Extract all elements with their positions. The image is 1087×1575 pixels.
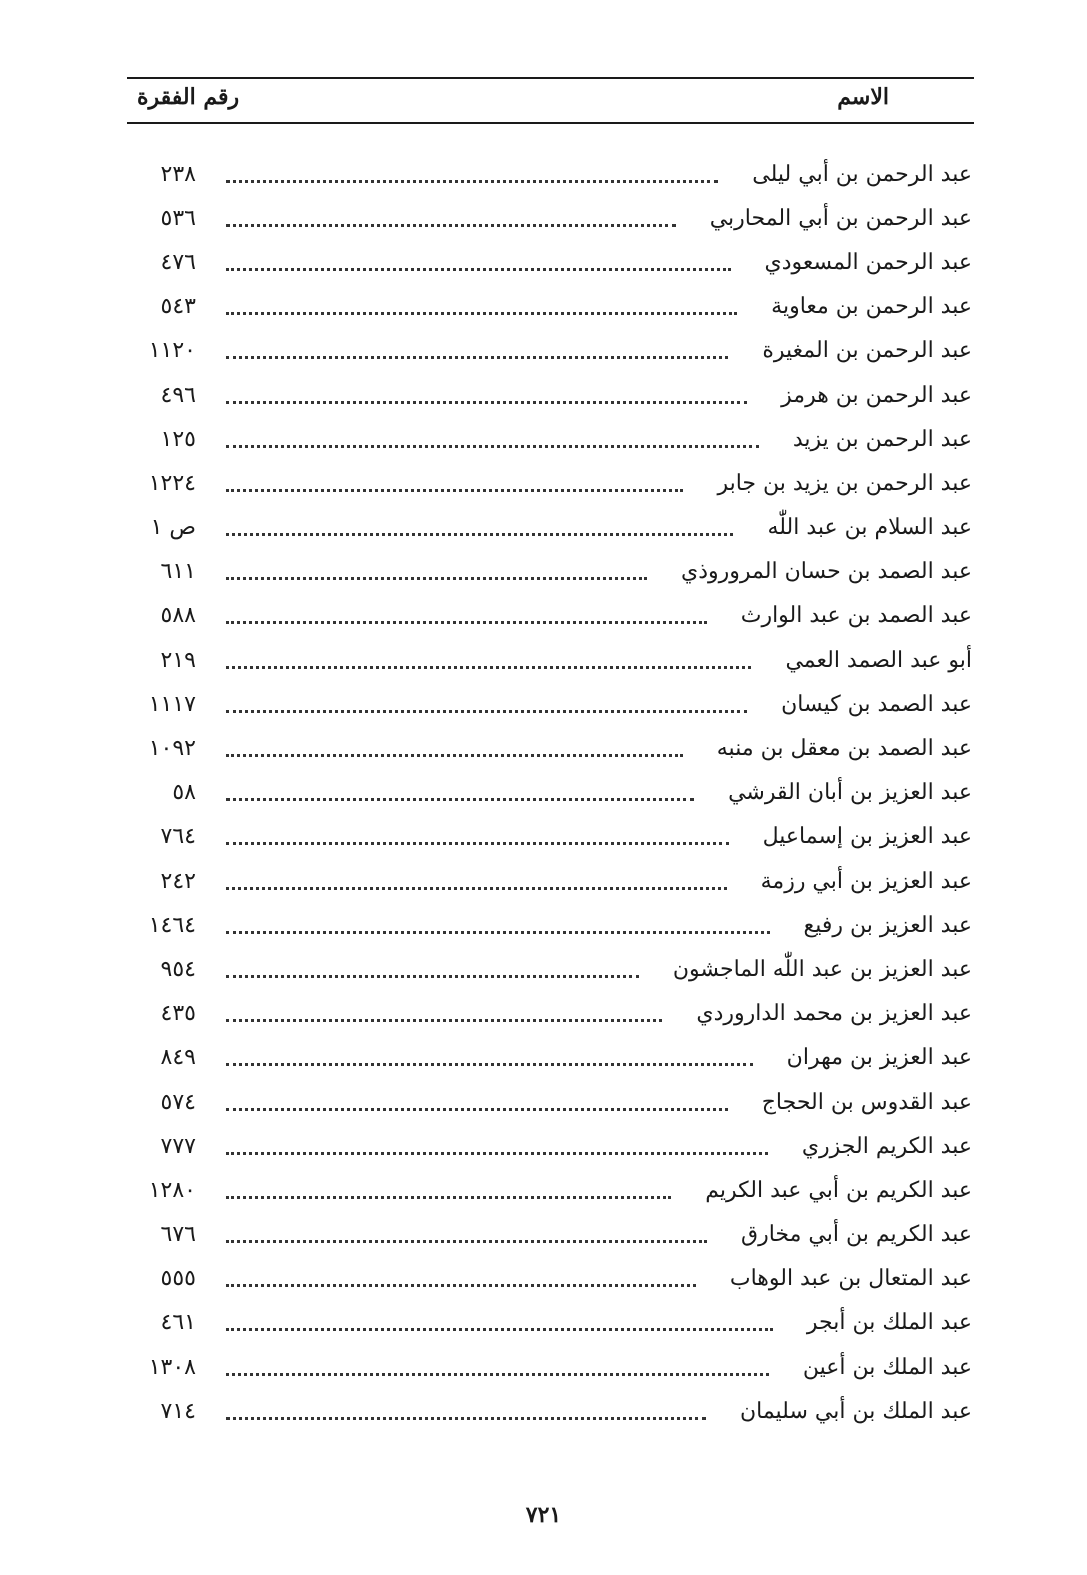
header-top-rule	[127, 77, 974, 79]
dot-leader	[226, 1373, 769, 1376]
index-entry	[120, 1124, 972, 1168]
dot-leader	[226, 401, 747, 404]
entry-paragraph-number: ٤٩٦	[160, 382, 196, 408]
dot-leader	[226, 975, 639, 978]
entry-paragraph-number: ٥٧٤	[160, 1089, 196, 1115]
entry-name: عبد الرحمن بن المغيرة	[762, 338, 972, 364]
index-entry	[120, 1301, 972, 1345]
dot-leader	[226, 931, 770, 934]
index-entry	[120, 682, 972, 726]
entry-paragraph-number: ٥٨	[172, 780, 196, 806]
index-entry	[120, 550, 972, 594]
index-entry	[120, 240, 972, 284]
entry-name: عبد العزيز بن مهران	[786, 1045, 972, 1071]
index-entry	[120, 1345, 972, 1389]
entry-name: عبد الرحمن بن معاوية	[771, 294, 972, 320]
entry-name: عبد الرحمن بن أبي المحاربي	[709, 205, 972, 231]
entry-name: عبد المتعال بن عبد الوهاب	[729, 1266, 972, 1292]
dot-leader	[226, 1328, 773, 1331]
entry-name: عبد الملك بن أبي سليمان	[739, 1398, 972, 1424]
entry-name: عبد الرحمن بن يزيد بن جابر	[717, 470, 972, 496]
entry-paragraph-number: ٥٣٦	[160, 205, 196, 231]
dot-leader	[226, 754, 683, 757]
index-entry	[120, 726, 972, 770]
entry-paragraph-number: ١٢٥	[160, 426, 196, 452]
dot-leader	[226, 1196, 671, 1199]
entry-name: عبد الصمد بن كيسان	[781, 691, 972, 717]
dot-leader	[226, 1284, 696, 1287]
dot-leader	[226, 1019, 662, 1022]
index-entry	[120, 859, 972, 903]
entry-paragraph-number: ٥٤٣	[160, 294, 196, 320]
entry-paragraph-number: ٤٧٦	[160, 249, 196, 275]
entry-name: عبد الرحمن المسعودي	[764, 249, 972, 275]
index-entry	[120, 594, 972, 638]
index-entry	[120, 196, 972, 240]
index-entry	[120, 1080, 972, 1124]
dot-leader	[226, 489, 683, 492]
entry-paragraph-number: ٥٥٥	[160, 1266, 196, 1292]
dot-leader	[226, 577, 647, 580]
entry-paragraph-number: ١٤٦٤	[148, 912, 196, 938]
index-entry	[120, 373, 972, 417]
entry-paragraph-number: ١٢٨٠	[148, 1177, 196, 1203]
dot-leader	[226, 1240, 707, 1243]
index-entry	[120, 461, 972, 505]
entry-name: عبد الرحمن بن هرمز	[781, 382, 972, 408]
index-entry	[120, 506, 972, 550]
dot-leader	[226, 224, 676, 227]
header-bottom-rule	[127, 122, 974, 124]
entry-name: عبد الصمد بن حسان المروروذي	[681, 559, 972, 585]
entry-paragraph-number: ٤٣٥	[160, 1001, 196, 1027]
entry-name: عبد الصمد بن معقل بن منبه	[716, 736, 972, 762]
index-entry	[120, 903, 972, 947]
entry-paragraph-number: ٥٨٨	[160, 603, 196, 629]
entry-paragraph-number: ٧٧٧	[160, 1133, 196, 1159]
entry-paragraph-number: ٢١٩	[160, 647, 196, 673]
entry-paragraph-number: ٤٦١	[160, 1310, 196, 1336]
index-entry	[120, 1257, 972, 1301]
entry-name: عبد الرحمن بن يزيد	[792, 426, 972, 452]
dot-leader	[226, 1417, 706, 1420]
dot-leader	[226, 1063, 753, 1066]
column-header-name: الاسم	[837, 84, 889, 110]
index-entry	[120, 417, 972, 461]
entry-name: أبو عبد الصمد العمي	[785, 647, 972, 673]
index-entry	[120, 329, 972, 373]
entry-paragraph-number: ٩٥٤	[160, 956, 196, 982]
dot-leader	[226, 356, 728, 359]
dot-leader	[226, 445, 759, 448]
dot-leader	[226, 798, 694, 801]
dot-leader	[226, 666, 751, 669]
entry-name: عبد الرحمن بن أبي ليلى	[752, 161, 972, 187]
dot-leader	[226, 268, 731, 271]
entry-name: عبد السلام بن عبد اللّٰه	[767, 515, 972, 541]
entry-name: عبد العزيز بن عبد اللّٰه الماجشون	[672, 956, 972, 982]
entry-name: عبد الملك بن أبجر	[806, 1310, 972, 1336]
dot-leader	[226, 312, 737, 315]
dot-leader	[226, 621, 707, 624]
index-entry	[120, 771, 972, 815]
entry-name: عبد العزيز بن رفيع	[803, 912, 972, 938]
entry-paragraph-number: ٦٧٦	[160, 1222, 196, 1248]
entry-name: عبد القدوس بن الحجاج	[761, 1089, 972, 1115]
entry-paragraph-number: ٧١٤	[160, 1398, 196, 1424]
entry-paragraph-number: ٧٦٤	[160, 824, 196, 850]
entry-paragraph-number: ١١١٧	[148, 691, 196, 717]
index-entry	[120, 638, 972, 682]
entry-paragraph-number: ١٣٠٨	[148, 1354, 196, 1380]
entry-paragraph-number: ١٠٩٢	[148, 736, 196, 762]
entry-paragraph-number: ٢٣٨	[160, 161, 196, 187]
index-entry	[120, 1213, 972, 1257]
index-entry-list	[120, 152, 972, 1433]
dot-leader	[226, 842, 729, 845]
dot-leader	[226, 1108, 728, 1111]
entry-name: عبد الصمد بن عبد الوارث	[740, 603, 972, 629]
page-number: ٧٢١	[525, 1502, 562, 1528]
entry-name: عبد الكريم الجزري	[801, 1133, 972, 1159]
entry-paragraph-number: ١٢٢٤	[148, 470, 196, 496]
index-entry	[120, 1389, 972, 1433]
index-entry	[120, 992, 972, 1036]
index-entry	[120, 1168, 972, 1212]
entry-name: عبد العزيز بن أبي رزمة	[760, 868, 972, 894]
entry-paragraph-number: ص ١	[150, 515, 196, 541]
index-entry	[120, 815, 972, 859]
column-header-number: رقم الفقرة	[137, 84, 240, 110]
index-entry	[120, 152, 972, 196]
entry-name: عبد الكريم بن أبي عبد الكريم	[705, 1177, 972, 1203]
index-entry	[120, 285, 972, 329]
dot-leader	[226, 710, 747, 713]
dot-leader	[226, 1152, 768, 1155]
index-entry	[120, 1036, 972, 1080]
index-entry	[120, 947, 972, 991]
dot-leader	[226, 180, 718, 183]
entry-paragraph-number: ٦١١	[160, 559, 196, 585]
entry-name: عبد العزيز بن أبان القرشي	[728, 780, 972, 806]
entry-paragraph-number: ٢٤٢	[160, 868, 196, 894]
entry-name: عبد الكريم بن أبي مخارق	[741, 1222, 972, 1248]
entry-paragraph-number: ١١٢٠	[148, 338, 196, 364]
entry-paragraph-number: ٨٤٩	[160, 1045, 196, 1071]
dot-leader	[226, 887, 727, 890]
dot-leader	[226, 533, 733, 536]
entry-name: عبد العزيز بن إسماعيل	[762, 824, 972, 850]
entry-name: عبد الملك بن أعين	[802, 1354, 972, 1380]
entry-name: عبد العزيز بن محمد الداروردي	[696, 1001, 972, 1027]
